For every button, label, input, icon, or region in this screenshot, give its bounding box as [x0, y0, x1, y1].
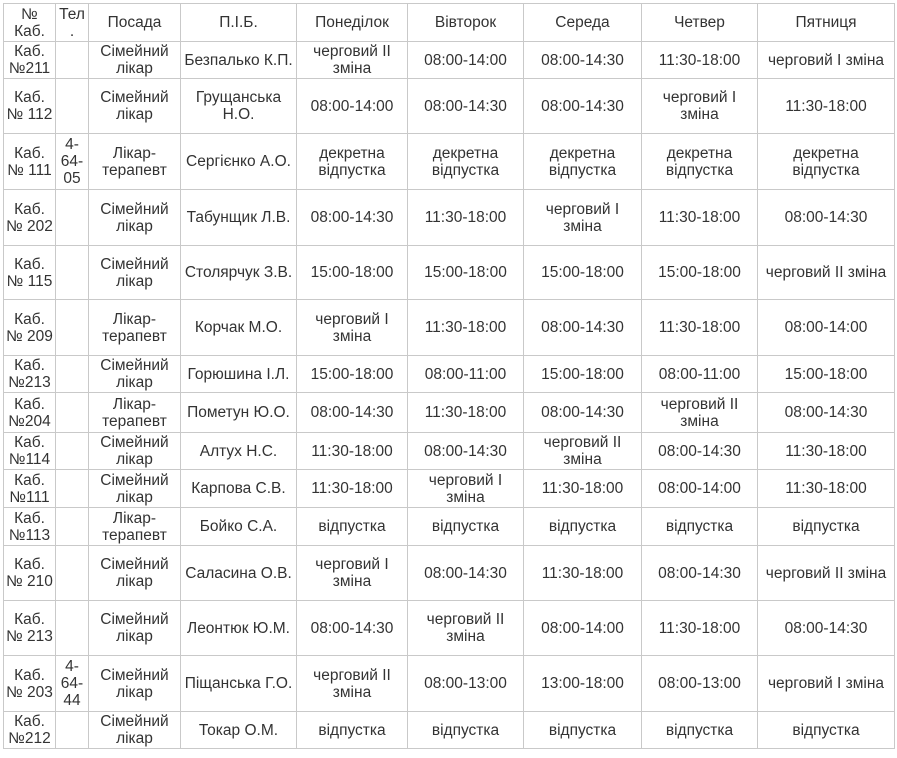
- room-cell: Каб. №111: [4, 470, 56, 508]
- thursday-cell: черговий І зміна: [642, 79, 758, 134]
- phone-cell: [56, 300, 89, 356]
- position-cell: Лікар-терапевт: [89, 393, 181, 433]
- position-cell: Сімейний лікар: [89, 546, 181, 601]
- name-cell: Табунщик Л.В.: [181, 190, 297, 246]
- room-cell: Каб. № 209: [4, 300, 56, 356]
- monday-cell: 08:00-14:00: [297, 79, 408, 134]
- monday-cell: черговий ІІ зміна: [297, 42, 408, 79]
- monday-cell: черговий І зміна: [297, 546, 408, 601]
- header-phone: Тел.: [56, 4, 89, 42]
- header-tuesday: Вівторок: [408, 4, 524, 42]
- phone-cell: 4-64-05: [56, 134, 89, 190]
- name-cell: Леонтюк Ю.М.: [181, 601, 297, 656]
- tuesday-cell: 08:00-13:00: [408, 656, 524, 712]
- wednesday-cell: декретна відпустка: [524, 134, 642, 190]
- table-row: [4, 433, 895, 470]
- room-cell: Каб. №113: [4, 508, 56, 546]
- tuesday-cell: черговий І зміна: [408, 470, 524, 508]
- thursday-cell: відпустка: [642, 508, 758, 546]
- thursday-cell: 11:30-18:00: [642, 601, 758, 656]
- friday-cell: черговий І зміна: [758, 42, 895, 79]
- table-row: [4, 300, 895, 356]
- name-cell: Сергієнко А.О.: [181, 134, 297, 190]
- phone-cell: [56, 712, 89, 749]
- room-cell: Каб. №211: [4, 42, 56, 79]
- monday-cell: черговий І зміна: [297, 300, 408, 356]
- table-row: [4, 508, 895, 546]
- room-cell: Каб. № 112: [4, 79, 56, 134]
- name-cell: Пометун Ю.О.: [181, 393, 297, 433]
- position-cell: Сімейний лікар: [89, 470, 181, 508]
- table-row: [4, 546, 895, 601]
- table-row: [4, 246, 895, 300]
- phone-cell: 4-64-44: [56, 656, 89, 712]
- header-position: Посада: [89, 4, 181, 42]
- phone-cell: [56, 601, 89, 656]
- tuesday-cell: 08:00-11:00: [408, 356, 524, 393]
- room-cell: Каб. № 115: [4, 246, 56, 300]
- room-cell: Каб. №114: [4, 433, 56, 470]
- phone-cell: [56, 246, 89, 300]
- friday-cell: 08:00-14:00: [758, 300, 895, 356]
- tuesday-cell: 15:00-18:00: [408, 246, 524, 300]
- schedule-container: [3, 3, 894, 749]
- thursday-cell: 08:00-13:00: [642, 656, 758, 712]
- monday-cell: відпустка: [297, 508, 408, 546]
- phone-cell: [56, 470, 89, 508]
- wednesday-cell: 08:00-14:00: [524, 601, 642, 656]
- monday-cell: 08:00-14:30: [297, 601, 408, 656]
- thursday-cell: декретна відпустка: [642, 134, 758, 190]
- monday-cell: 08:00-14:30: [297, 190, 408, 246]
- wednesday-cell: 11:30-18:00: [524, 546, 642, 601]
- monday-cell: 15:00-18:00: [297, 356, 408, 393]
- room-cell: Каб. №213: [4, 356, 56, 393]
- wednesday-cell: 08:00-14:30: [524, 42, 642, 79]
- friday-cell: 15:00-18:00: [758, 356, 895, 393]
- wednesday-cell: 13:00-18:00: [524, 656, 642, 712]
- monday-cell: 08:00-14:30: [297, 393, 408, 433]
- table-row: [4, 470, 895, 508]
- position-cell: Лікар-терапевт: [89, 508, 181, 546]
- phone-cell: [56, 356, 89, 393]
- tuesday-cell: черговий ІІ зміна: [408, 601, 524, 656]
- tuesday-cell: 08:00-14:30: [408, 546, 524, 601]
- header-friday: Пятниця: [758, 4, 895, 42]
- tuesday-cell: відпустка: [408, 508, 524, 546]
- wednesday-cell: 15:00-18:00: [524, 356, 642, 393]
- tuesday-cell: декретна відпустка: [408, 134, 524, 190]
- name-cell: Саласина О.В.: [181, 546, 297, 601]
- table-row: [4, 190, 895, 246]
- friday-cell: черговий І зміна: [758, 656, 895, 712]
- friday-cell: 11:30-18:00: [758, 470, 895, 508]
- doctor-schedule-table: [3, 3, 895, 749]
- thursday-cell: 11:30-18:00: [642, 300, 758, 356]
- table-row: [4, 356, 895, 393]
- friday-cell: 11:30-18:00: [758, 433, 895, 470]
- table-row: [4, 656, 895, 712]
- tuesday-cell: 11:30-18:00: [408, 393, 524, 433]
- friday-cell: черговий ІІ зміна: [758, 546, 895, 601]
- position-cell: Сімейний лікар: [89, 433, 181, 470]
- table-row: [4, 79, 895, 134]
- name-cell: Столярчук З.В.: [181, 246, 297, 300]
- tuesday-cell: 08:00-14:30: [408, 79, 524, 134]
- wednesday-cell: черговий І зміна: [524, 190, 642, 246]
- position-cell: Сімейний лікар: [89, 42, 181, 79]
- friday-cell: 08:00-14:30: [758, 190, 895, 246]
- header-room: № Каб.: [4, 4, 56, 42]
- name-cell: Алтух Н.С.: [181, 433, 297, 470]
- room-cell: Каб. №204: [4, 393, 56, 433]
- table-row: [4, 42, 895, 79]
- name-cell: Грущанська Н.О.: [181, 79, 297, 134]
- phone-cell: [56, 79, 89, 134]
- header-name: П.І.Б.: [181, 4, 297, 42]
- friday-cell: черговий ІІ зміна: [758, 246, 895, 300]
- header-wednesday: Середа: [524, 4, 642, 42]
- wednesday-cell: 08:00-14:30: [524, 79, 642, 134]
- friday-cell: 08:00-14:30: [758, 393, 895, 433]
- friday-cell: декретна відпустка: [758, 134, 895, 190]
- table-body: [4, 42, 895, 749]
- monday-cell: декретна відпустка: [297, 134, 408, 190]
- tuesday-cell: 08:00-14:00: [408, 42, 524, 79]
- name-cell: Піщанська Г.О.: [181, 656, 297, 712]
- friday-cell: 11:30-18:00: [758, 79, 895, 134]
- table-row: [4, 601, 895, 656]
- thursday-cell: черговий ІІ зміна: [642, 393, 758, 433]
- position-cell: Сімейний лікар: [89, 190, 181, 246]
- name-cell: Карпова С.В.: [181, 470, 297, 508]
- wednesday-cell: 15:00-18:00: [524, 246, 642, 300]
- thursday-cell: 08:00-11:00: [642, 356, 758, 393]
- room-cell: Каб. № 213: [4, 601, 56, 656]
- position-cell: Сімейний лікар: [89, 246, 181, 300]
- position-cell: Лікар-терапевт: [89, 300, 181, 356]
- phone-cell: [56, 393, 89, 433]
- name-cell: Бойко С.А.: [181, 508, 297, 546]
- name-cell: Горюшина І.Л.: [181, 356, 297, 393]
- phone-cell: [56, 42, 89, 79]
- table-row: [4, 393, 895, 433]
- thursday-cell: 08:00-14:30: [642, 546, 758, 601]
- monday-cell: 15:00-18:00: [297, 246, 408, 300]
- tuesday-cell: 08:00-14:30: [408, 433, 524, 470]
- tuesday-cell: відпустка: [408, 712, 524, 749]
- friday-cell: відпустка: [758, 712, 895, 749]
- position-cell: Сімейний лікар: [89, 712, 181, 749]
- thursday-cell: відпустка: [642, 712, 758, 749]
- table-row: [4, 712, 895, 749]
- table-row: [4, 134, 895, 190]
- position-cell: Сімейний лікар: [89, 79, 181, 134]
- name-cell: Безпалько К.П.: [181, 42, 297, 79]
- phone-cell: [56, 190, 89, 246]
- phone-cell: [56, 433, 89, 470]
- phone-cell: [56, 546, 89, 601]
- wednesday-cell: відпустка: [524, 508, 642, 546]
- monday-cell: 11:30-18:00: [297, 433, 408, 470]
- name-cell: Корчак М.О.: [181, 300, 297, 356]
- wednesday-cell: черговий ІІ зміна: [524, 433, 642, 470]
- thursday-cell: 11:30-18:00: [642, 42, 758, 79]
- name-cell: Токар О.М.: [181, 712, 297, 749]
- friday-cell: відпустка: [758, 508, 895, 546]
- header-thursday: Четвер: [642, 4, 758, 42]
- table-header-row: [4, 4, 895, 42]
- room-cell: Каб. № 111: [4, 134, 56, 190]
- wednesday-cell: 11:30-18:00: [524, 470, 642, 508]
- monday-cell: відпустка: [297, 712, 408, 749]
- room-cell: Каб. № 203: [4, 656, 56, 712]
- tuesday-cell: 11:30-18:00: [408, 190, 524, 246]
- room-cell: Каб. № 202: [4, 190, 56, 246]
- position-cell: Сімейний лікар: [89, 601, 181, 656]
- position-cell: Лікар-терапевт: [89, 134, 181, 190]
- tuesday-cell: 11:30-18:00: [408, 300, 524, 356]
- wednesday-cell: 08:00-14:30: [524, 300, 642, 356]
- thursday-cell: 15:00-18:00: [642, 246, 758, 300]
- position-cell: Сімейний лікар: [89, 356, 181, 393]
- position-cell: Сімейний лікар: [89, 656, 181, 712]
- monday-cell: черговий ІІ зміна: [297, 656, 408, 712]
- thursday-cell: 08:00-14:00: [642, 470, 758, 508]
- friday-cell: 08:00-14:30: [758, 601, 895, 656]
- monday-cell: 11:30-18:00: [297, 470, 408, 508]
- room-cell: Каб. №212: [4, 712, 56, 749]
- wednesday-cell: відпустка: [524, 712, 642, 749]
- room-cell: Каб. № 210: [4, 546, 56, 601]
- wednesday-cell: 08:00-14:30: [524, 393, 642, 433]
- header-monday: Понеділок: [297, 4, 408, 42]
- thursday-cell: 08:00-14:30: [642, 433, 758, 470]
- thursday-cell: 11:30-18:00: [642, 190, 758, 246]
- phone-cell: [56, 508, 89, 546]
